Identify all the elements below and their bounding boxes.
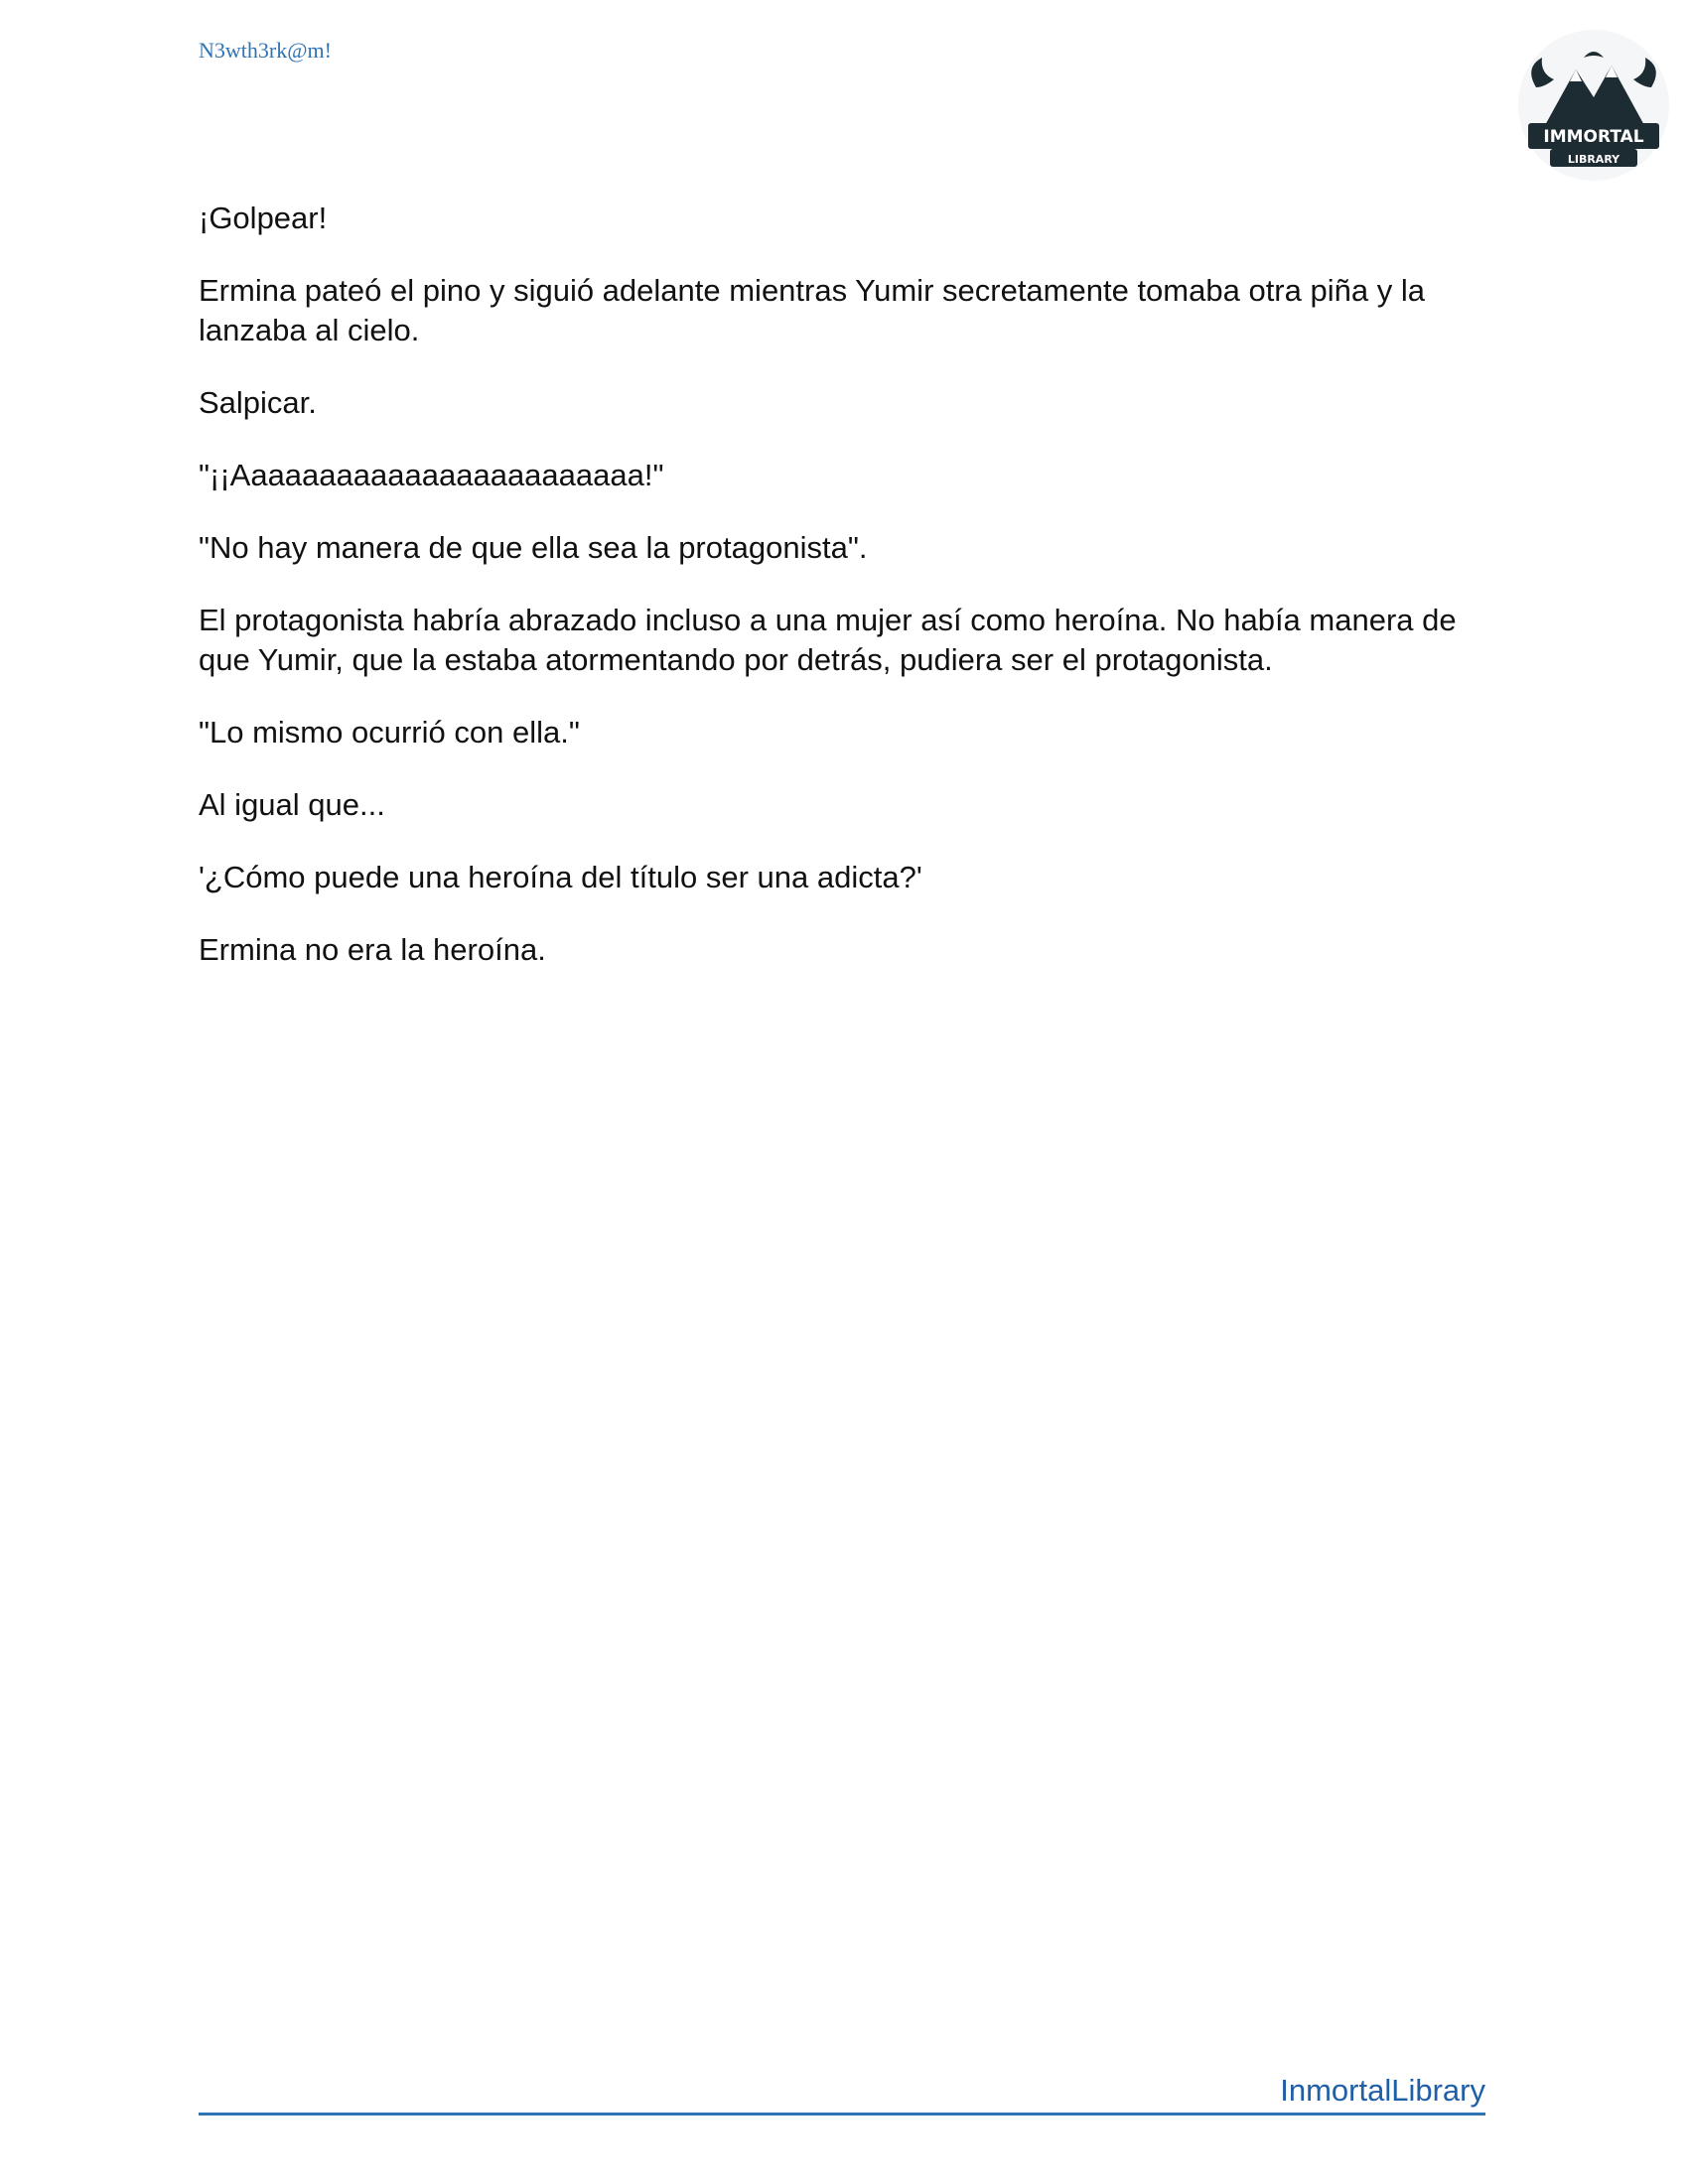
paragraph: Al igual que... [199, 787, 385, 822]
paragraph: Salpicar. [199, 385, 317, 420]
paragraph: "No hay manera de que ella sea la protagonista". [199, 530, 868, 565]
footer-rule [199, 2073, 1485, 2116]
paragraph: Ermina no era la heroína. [199, 932, 546, 967]
header-watermark: N3wth3rk@m! [199, 38, 332, 63]
paragraph: "¡¡Aaaaaaaaaaaaaaaaaaaaaaaa!" [199, 458, 664, 492]
immortal-library-logo-icon [1514, 28, 1673, 187]
footer-link[interactable]: InmortalLibrary [1280, 2073, 1485, 2108]
paragraph: Ermina pateó el pino y siguió adelante mientras Yumir secretamente tomaba otra piña y la lanzaba al cielo. [199, 273, 1425, 347]
paragraph: El protagonista habría abrazado incluso a una mujer así como heroína. No había manera de que Yumir, que la estaba atormentando por detrás, pudiera ser el protagonista. [199, 603, 1457, 677]
paragraph: '¿Cómo puede una heroína del título ser una adicta?' [199, 860, 922, 894]
document-body [199, 199, 1489, 1003]
paragraph: "Lo mismo ocurrió con ella." [199, 715, 580, 750]
logo-line2: LIBRARY [1567, 153, 1620, 166]
paragraph: ¡Golpear! [199, 201, 328, 235]
logo-line1: IMMORTAL [1543, 127, 1644, 147]
